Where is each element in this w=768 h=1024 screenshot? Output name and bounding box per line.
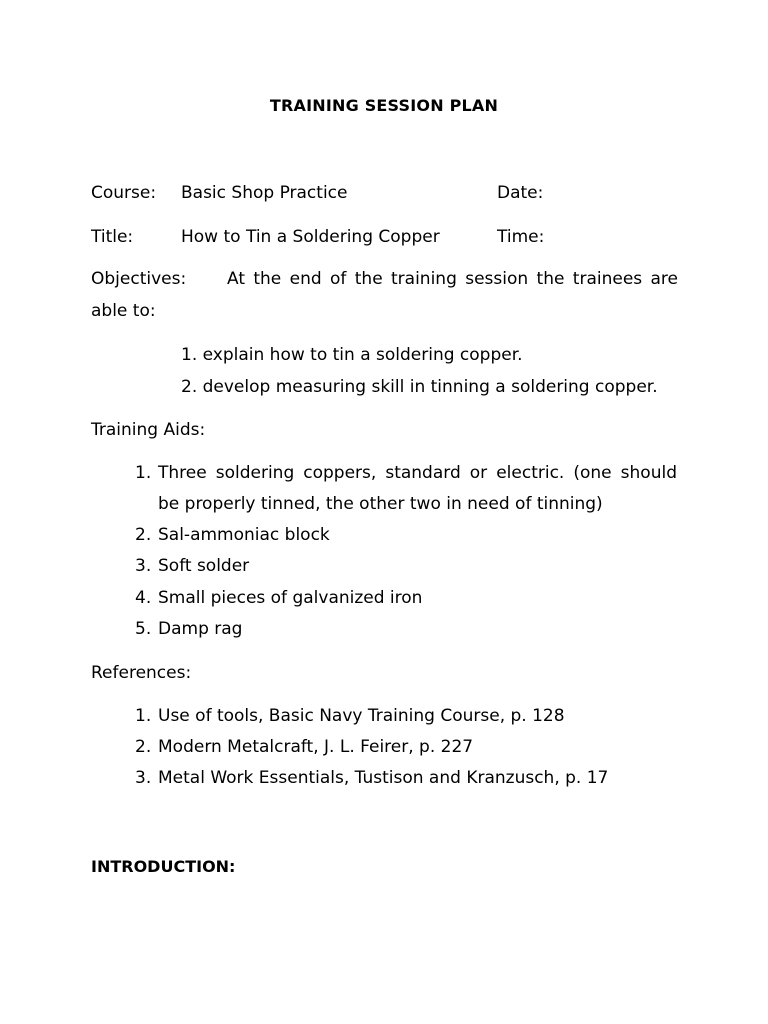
references-label: References: [91,663,192,683]
reference-text: Use of tools, Basic Navy Training Course, p. 128 [158,706,565,726]
title-value: How to Tin a Soldering Copper [181,227,440,247]
objectives-label: Objectives: [91,269,187,289]
reference-number: 3. [135,768,152,788]
objectives-intro-continuation: able to: [91,301,156,321]
reference-number: 2. [135,737,152,757]
training-aid-number: 5. [135,619,152,639]
reference-text: Metal Work Essentials, Tustison and Kranzusch, p. 17 [158,768,609,788]
training-aid-text: Small pieces of galvanized iron [158,588,423,608]
training-aid-text: Soft solder [158,556,250,576]
training-aid-text: Damp rag [158,619,243,639]
reference-text: Modern Metalcraft, J. L. Feirer, p. 227 [158,737,474,757]
page-title: TRAINING SESSION PLAN [269,96,499,115]
objective-item: 2. develop measuring skill in tinning a soldering copper. [181,377,658,397]
training-aid-number: 3. [135,556,152,576]
objectives-intro-text: At the end of the training session the trainees are [227,269,678,289]
title-label: Title: [91,227,134,247]
reference-number: 1. [135,706,152,726]
objectives-intro-line [91,269,678,289]
training-aid-number: 2. [135,525,152,545]
training-aid-number: 4. [135,588,152,608]
training-aid-text: Sal-ammoniac block [158,525,330,545]
training-aid-number: 1. [135,463,152,483]
course-value: Basic Shop Practice [181,183,348,203]
objective-item: 1. explain how to tin a soldering copper. [181,345,523,365]
training-aids-label: Training Aids: [91,420,206,440]
date-label: Date: [497,183,544,203]
introduction-heading: INTRODUCTION: [91,857,236,876]
time-label: Time: [497,227,545,247]
training-aid-text-continuation: be properly tinned, the other two in need of tinning) [158,494,603,514]
course-label: Course: [91,183,157,203]
training-aid-text: Three soldering coppers, standard or electric. (one should [158,463,677,483]
